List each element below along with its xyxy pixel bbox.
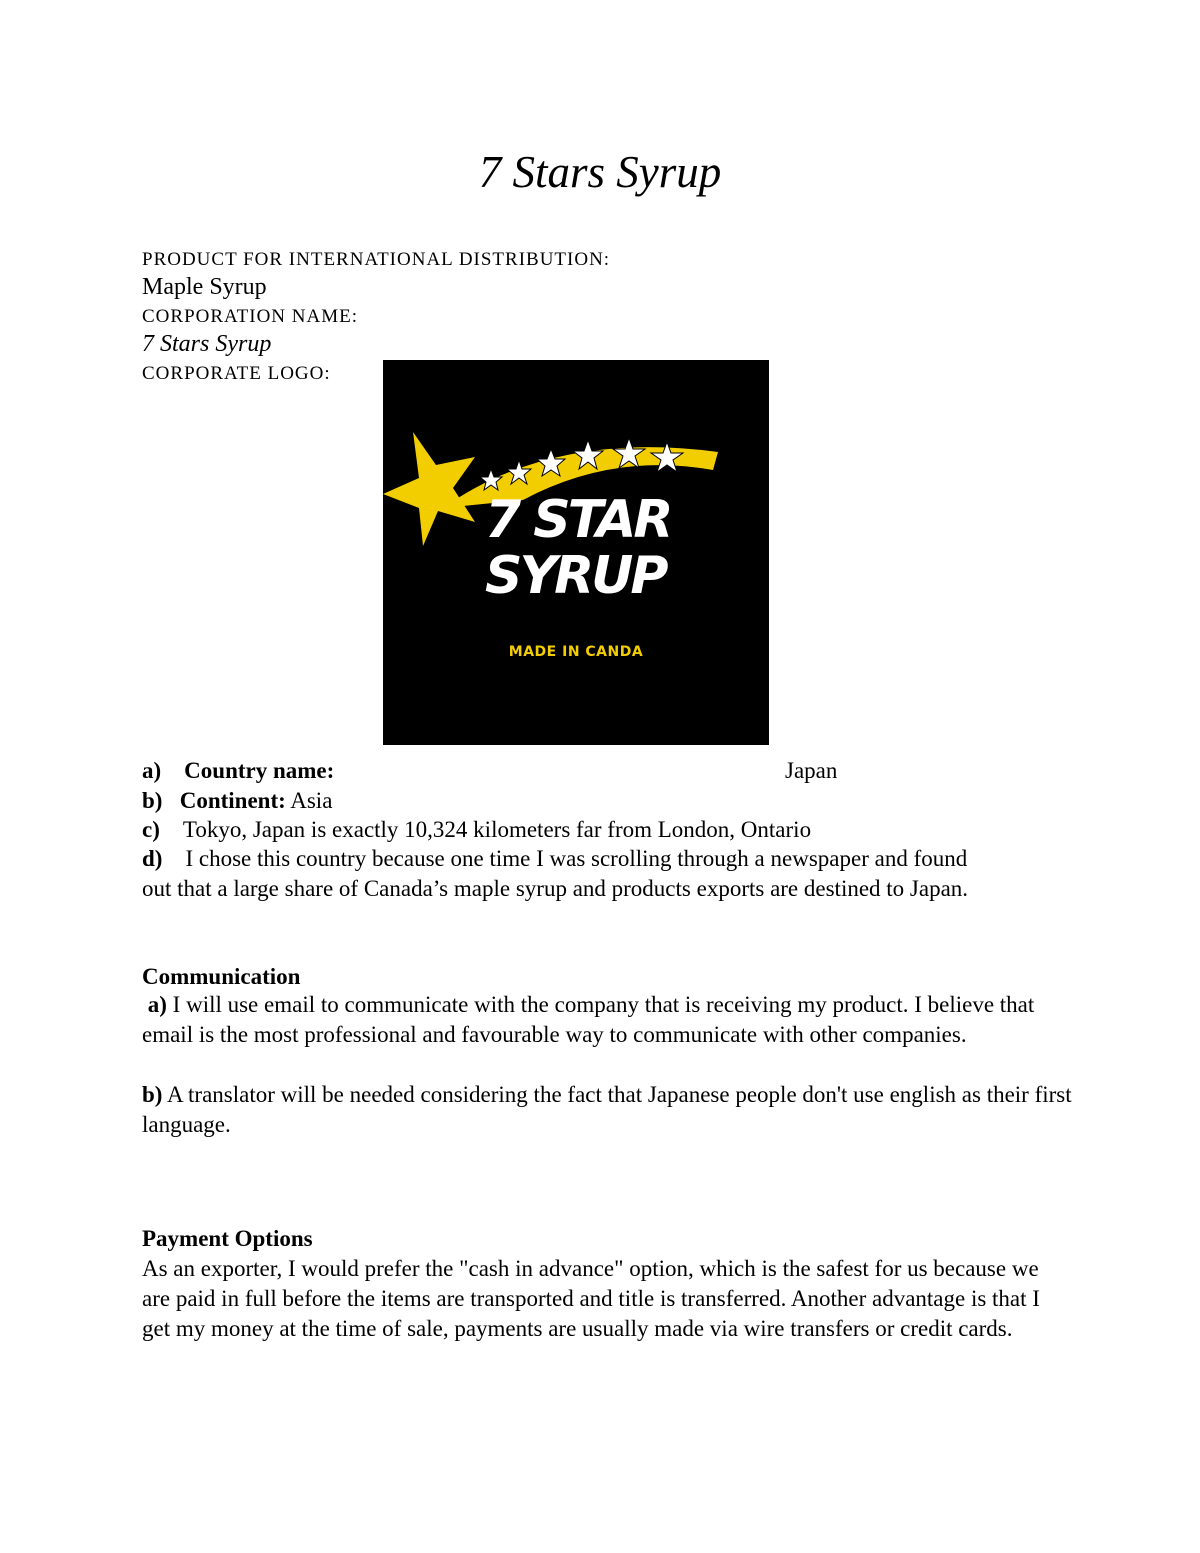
- product-label: PRODUCT FOR INTERNATIONAL DISTRIBUTION:: [142, 249, 611, 270]
- logo-line-2: SYRUP: [485, 546, 666, 606]
- country-label: Country name:: [184, 758, 335, 783]
- item-c-marker: c): [142, 817, 160, 842]
- item-b: [142, 786, 332, 816]
- item-a: [142, 756, 334, 786]
- corporation-value: 7 Stars Syrup: [142, 331, 272, 357]
- item-d-marker: d): [142, 846, 163, 871]
- product-value: Maple Syrup: [142, 274, 267, 300]
- communication-a: [142, 990, 1072, 1050]
- continent-value: Asia: [290, 788, 333, 813]
- logo-label: CORPORATE LOGO:: [142, 363, 331, 384]
- communication-a-marker: a): [147, 992, 167, 1017]
- communication-a-text: I will use email to communicate with the company that is receiving my product. I believe that email is the most professional and favourable way to communicate with other companies.: [142, 992, 1035, 1047]
- item-c-text: Tokyo, Japan is exactly 10,324 kilometers far from London, Ontario: [182, 817, 812, 842]
- item-a-marker: a): [142, 758, 162, 783]
- payment-text: As an exporter, I would prefer the "cash in advance" option, which is the safest for us because we are paid in full before the items are transported and title is transferred. Another advantage is that I get my money at the time of sale, payments are usually made via wire transfers or credit cards.: [142, 1256, 1040, 1341]
- item-c: [142, 815, 811, 845]
- item-d: [142, 844, 967, 874]
- continent-label: Continent:: [179, 788, 286, 813]
- communication-b-marker: b): [142, 1082, 163, 1107]
- item-d-line-2: out that a large share of Canada’s maple syrup and products exports are destined to Japan.: [142, 876, 969, 901]
- document-title: 7 Stars Syrup: [478, 147, 722, 197]
- item-d-line-1: I chose this country because one time I was scrolling through a newspaper and found: [185, 846, 968, 871]
- logo-line-1: 7 STAR: [485, 490, 671, 550]
- corporation-label: CORPORATION NAME:: [142, 306, 358, 327]
- item-b-marker: b): [142, 788, 163, 813]
- communication-heading: Communication: [142, 964, 301, 989]
- communication-b-text: A translator will be needed considering the fact that Japanese people don't use english as their first language.: [142, 1082, 1072, 1137]
- corporate-logo: [383, 360, 769, 745]
- country-value: Japan: [785, 758, 838, 783]
- communication-b: [142, 1080, 1072, 1140]
- logo-tagline: MADE IN CANDA: [508, 644, 644, 660]
- payment-heading: Payment Options: [142, 1226, 313, 1251]
